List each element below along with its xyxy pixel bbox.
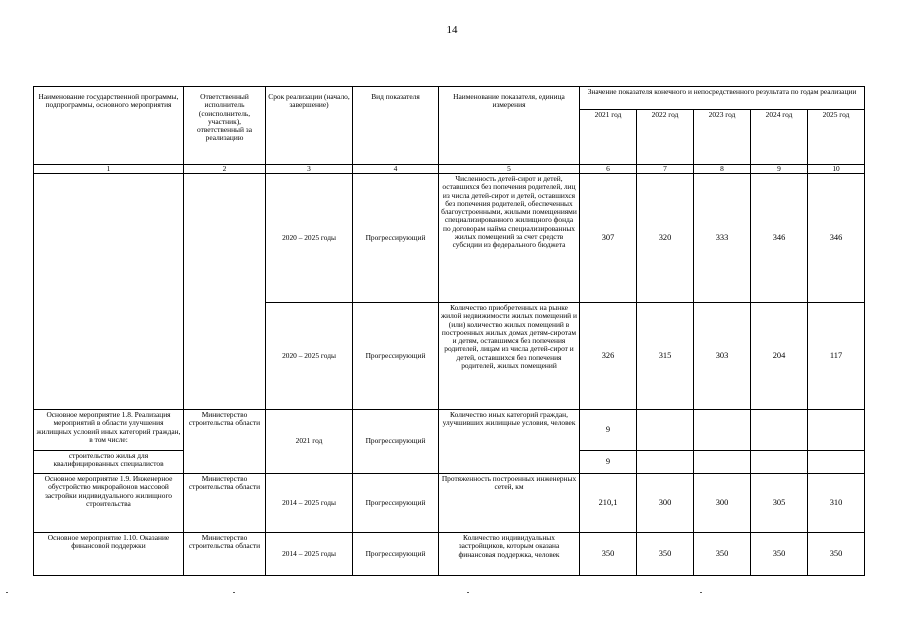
executor-cell: Министерство строительства области [184, 410, 266, 474]
header-program-name: Наименование государственной программы, подпрограммы, основного мероприятия [34, 87, 184, 165]
indicator-type-cell: Прогрессирующий [353, 410, 439, 474]
value-cell [637, 410, 694, 451]
value-cell: 210,1 [580, 474, 637, 533]
value-cell [751, 451, 808, 474]
value-cell: 350 [580, 533, 637, 576]
column-number: 8 [694, 165, 751, 174]
value-cell [808, 451, 865, 474]
column-number: 7 [637, 165, 694, 174]
column-number: 4 [353, 165, 439, 174]
indicator-name-cell: Протяженность построенных инженерных сетей, км [439, 474, 580, 533]
value-cell: 303 [694, 303, 751, 410]
period-cell: 2020 – 2025 годы [266, 303, 353, 410]
value-cell: 346 [808, 174, 865, 303]
column-number: 10 [808, 165, 865, 174]
value-cell: 300 [637, 474, 694, 533]
indicators-table [33, 86, 865, 576]
value-cell: 350 [751, 533, 808, 576]
table-row [34, 474, 865, 533]
column-number: 3 [266, 165, 353, 174]
executor-cell: Министерство строительства области [184, 474, 266, 533]
value-cell: 333 [694, 174, 751, 303]
period-cell: 2020 – 2025 годы [266, 174, 353, 303]
period-cell: 2014 – 2025 годы [266, 533, 353, 576]
value-cell: 350 [694, 533, 751, 576]
column-number: 2 [184, 165, 266, 174]
header-year: 2022 год [637, 110, 694, 165]
executor-cell [184, 174, 266, 410]
table-row [34, 174, 865, 303]
value-cell: 300 [694, 474, 751, 533]
indicator-type-cell: Прогрессирующий [353, 303, 439, 410]
indicator-type-cell: Прогрессирующий [353, 533, 439, 576]
value-cell [694, 451, 751, 474]
header-year: 2025 год [808, 110, 865, 165]
program-name-cell: Основное мероприятие 1.9. Инженерное обустройство микрорайонов массовой застройки индивидуального жилищного строительства [34, 474, 184, 533]
header-year: 2021 год [580, 110, 637, 165]
column-number: 5 [439, 165, 580, 174]
value-cell: 346 [751, 174, 808, 303]
value-cell [637, 451, 694, 474]
header-values-group: Значение показателя конечного и непосредственного результата по годам реализации [580, 87, 865, 110]
column-number: 1 [34, 165, 184, 174]
value-cell: 320 [637, 174, 694, 303]
header-indicator-name: Наименование показателя, единица измерения [439, 87, 580, 165]
program-name-cell: Основное мероприятие 1.10. Оказание финансовой поддержки [34, 533, 184, 576]
header-year: 2023 год [694, 110, 751, 165]
period-cell: 2014 – 2025 годы [266, 474, 353, 533]
indicator-name-cell: Количество иных категорий граждан, улучшивших жилищные условия, человек [439, 410, 580, 474]
value-cell: 315 [637, 303, 694, 410]
value-cell: 350 [808, 533, 865, 576]
value-cell: 305 [751, 474, 808, 533]
value-cell: 350 [637, 533, 694, 576]
value-cell: 117 [808, 303, 865, 410]
indicator-type-cell: Прогрессирующий [353, 474, 439, 533]
column-number: 9 [751, 165, 808, 174]
value-cell: 9 [580, 451, 637, 474]
header-period: Срок реализации (начало, завершение) [266, 87, 353, 165]
value-cell: 307 [580, 174, 637, 303]
value-cell: 204 [751, 303, 808, 410]
table-row [34, 533, 865, 576]
indicator-type-cell: Прогрессирующий [353, 174, 439, 303]
program-subitem-cell: строительство жилья для квалифицированных специалистов [34, 451, 184, 474]
header-executor: Ответственный исполнитель (соисполнитель, участник), ответственный за реализацию [184, 87, 266, 165]
page-number: 14 [446, 24, 458, 36]
table-row [34, 410, 865, 451]
indicator-name-cell: Численность детей-сирот и детей, оставшихся без попечения родителей, лиц из числа детей-сирот и детей, оставшихся без попечения родителей, обеспеченных благоустроенными, жилыми помещениями специализированного жилищного фонда по договорам найма специализированных жилых помещений за счет средств субсидии из федерального бюджета [439, 174, 580, 303]
value-cell [694, 410, 751, 451]
header-year: 2024 год [751, 110, 808, 165]
indicator-name-cell: Количество приобретенных на рынке жилой недвижимости жилых помещений и (или) количество жилых помещений в построенных жилых домах детям-сиротам и детям, оставшимся без попечения родителей, лицам из числа детей-сирот и детей, оставшихся без попечения родителей, жилых помещений [439, 303, 580, 410]
executor-cell: Министерство строительства области [184, 533, 266, 576]
value-cell: 326 [580, 303, 637, 410]
value-cell: 9 [580, 410, 637, 451]
indicator-name-cell: Количество индивидуальных застройщиков, которым оказана финансовая поддержка, человек [439, 533, 580, 576]
period-cell: 2021 год [266, 410, 353, 474]
scan-specks [0, 592, 905, 602]
value-cell [808, 410, 865, 451]
program-name-cell: Основное мероприятие 1.8. Реализация мероприятий в области улучшения жилищных условий иных категорий граждан, в том числе: [34, 410, 184, 451]
program-name-cell [34, 174, 184, 410]
value-cell [751, 410, 808, 451]
header-indicator-type: Вид показателя [353, 87, 439, 165]
column-number: 6 [580, 165, 637, 174]
table-header-row [34, 87, 865, 110]
column-number-row [34, 165, 865, 174]
value-cell: 310 [808, 474, 865, 533]
